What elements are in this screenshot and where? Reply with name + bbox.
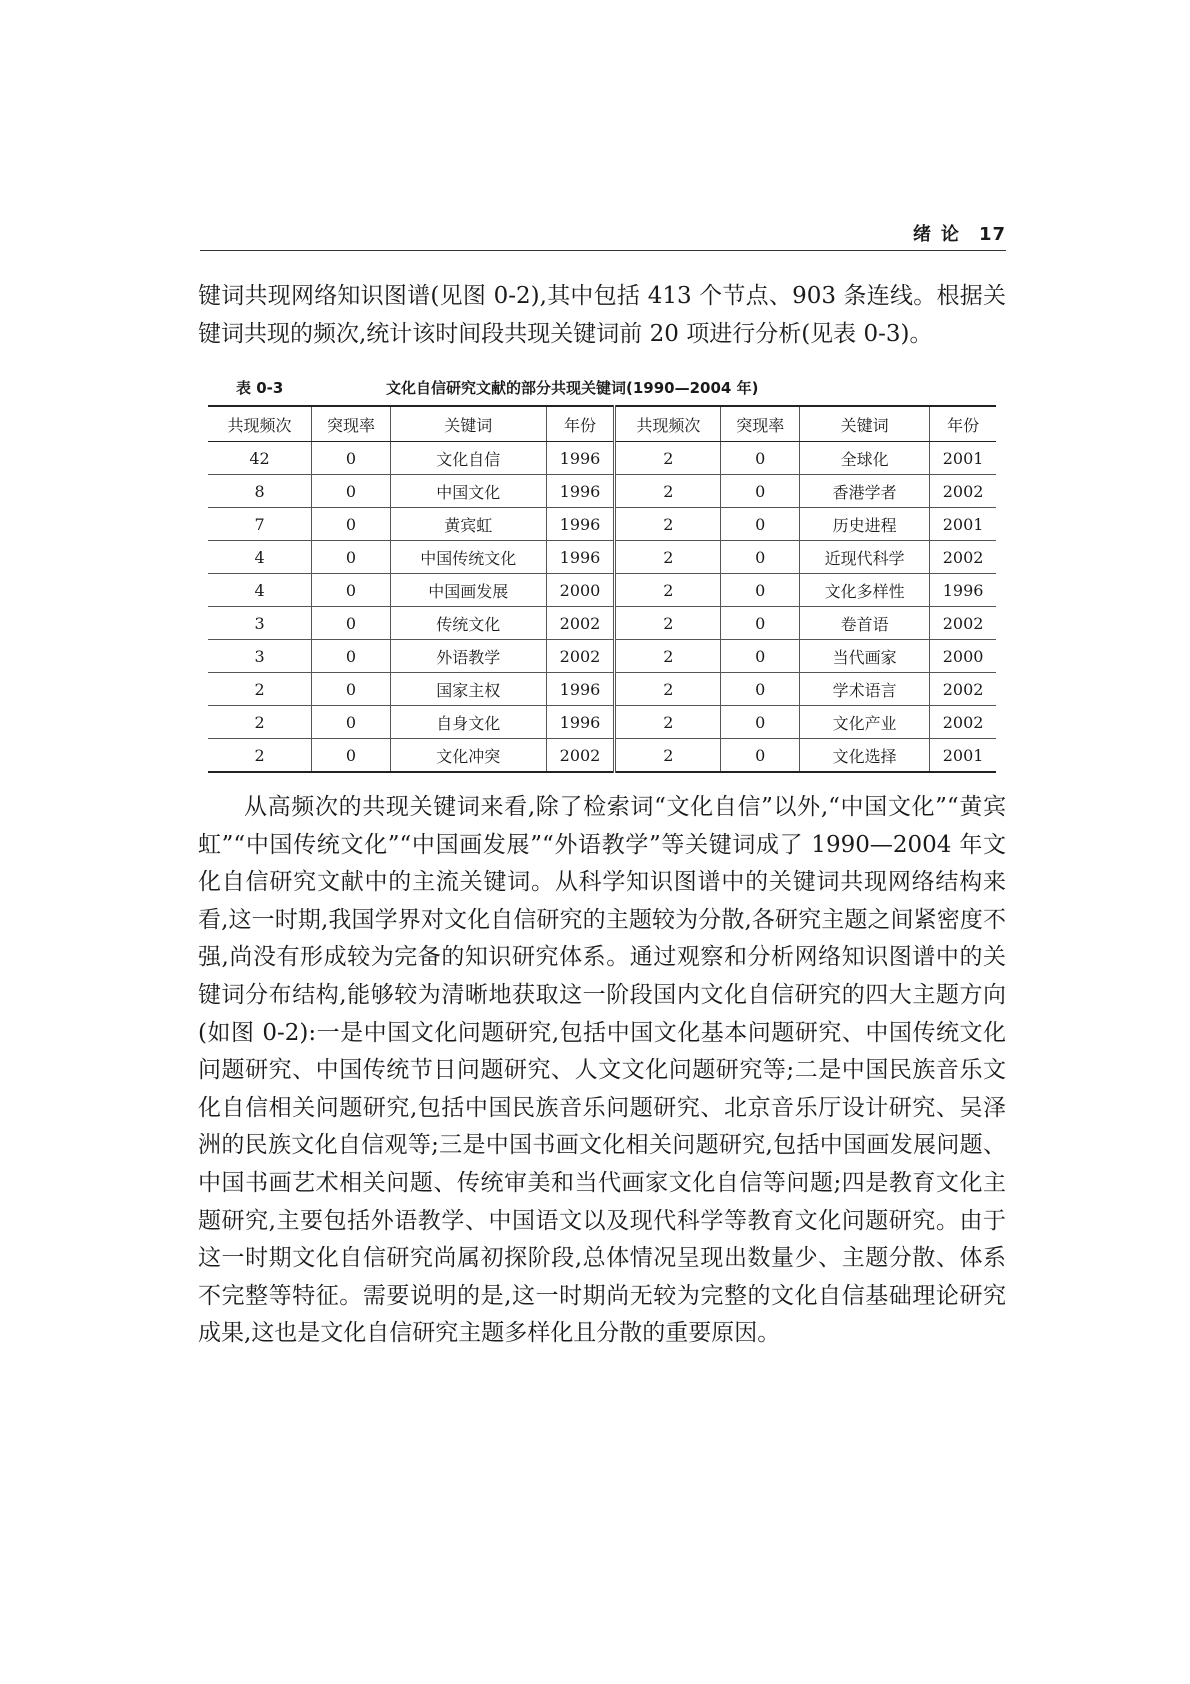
- table-cell: 0: [721, 475, 800, 508]
- table-cell: 黄宾虹: [390, 508, 546, 541]
- table-cell: 文化冲突: [390, 739, 546, 773]
- page-number: 17: [978, 224, 1006, 245]
- table-cell: 2: [615, 508, 721, 541]
- table-row: [208, 574, 996, 607]
- table-cell: 0: [312, 706, 391, 739]
- table-cell: 2: [615, 574, 721, 607]
- table-cell: 1996: [546, 673, 615, 706]
- table-cell: 0: [721, 739, 800, 773]
- table-cell: 42: [208, 442, 312, 475]
- table-row: [208, 706, 996, 739]
- table-cell: 2002: [930, 475, 996, 508]
- table-cell: 文化多样性: [800, 574, 930, 607]
- table-cell: 历史进程: [800, 508, 930, 541]
- table-cell: 2002: [930, 607, 996, 640]
- table-cell: 1996: [930, 574, 996, 607]
- table-cell: 2002: [930, 706, 996, 739]
- table-cell: 3: [208, 607, 312, 640]
- table-cell: 文化选择: [800, 739, 930, 773]
- table-cell: 4: [208, 541, 312, 574]
- table-cell: 近现代科学: [800, 541, 930, 574]
- paragraph-analysis: 从高频次的共现关键词来看,除了检索词“文化自信”以外,“中国文化”“黄宾虹”“中国传统文化”“中国画发展”“外语教学”等关键词成了 1990—2004 年文化自信研究文献中的主流关键词。从科学知识图谱中的关键词共现网络结构来看,这一时期,我国学界对文化自信研究的主题较为分散,各研究主题之间紧密度不强,尚没有形成较为完备的知识研究体系。通过观察和分析网络知识图谱中的关键词分布结构,能够较为清晰地获取这一阶段国内文化自信研究的四大主题方向(如图 0-2):一是中国文化问题研究,包括中国文化基本问题研究、中国传统文化问题研究、中国传统节日问题研究、人文文化问题研究等;二是中国民族音乐文化自信相关问题研究,包括中国民族音乐问题研究、北京音乐厅设计研究、吴泽洲的民族文化自信观等;三是中国书画文化相关问题研究,包括中国画发展问题、中国书画艺术相关问题、传统审美和当代画家文化自信等问题;四是教育文化主题研究,主要包括外语教学、中国语文以及现代科学等教育文化问题研究。由于这一时期文化自信研究尚属初探阶段,总体情况呈现出数量少、主题分散、体系不完整等特征。需要说明的是,这一时期尚无较为完整的文化自信基础理论研究成果,这也是文化自信研究主题多样化且分散的重要原因。: [198, 794, 1006, 1347]
- header-cell: 年份: [546, 406, 615, 442]
- table-cell: 0: [721, 640, 800, 673]
- table-cell: 2000: [546, 574, 615, 607]
- table-cell: 1996: [546, 541, 615, 574]
- table-cell: 0: [721, 541, 800, 574]
- table-cell: 0: [312, 541, 391, 574]
- table-cell: 0: [312, 574, 391, 607]
- running-header: [200, 218, 1006, 251]
- chapter-title: 绪论: [912, 224, 969, 245]
- header-cell: 关键词: [800, 406, 930, 442]
- header-cell: 突现率: [312, 406, 391, 442]
- table-cell: 全球化: [800, 442, 930, 475]
- table-cell: 国家主权: [390, 673, 546, 706]
- table-header-row: [208, 406, 996, 442]
- table-cell: 0: [721, 442, 800, 475]
- table-cell: 2: [615, 475, 721, 508]
- table-cell: 2: [615, 706, 721, 739]
- table-cell: 0: [312, 508, 391, 541]
- table-cell: 传统文化: [390, 607, 546, 640]
- table-cell: 卷首语: [800, 607, 930, 640]
- table-cell: 文化产业: [800, 706, 930, 739]
- table-cell: 2: [615, 673, 721, 706]
- table-cell: 0: [312, 739, 391, 773]
- table-cell: 文化自信: [390, 442, 546, 475]
- table-row: [208, 508, 996, 541]
- table-cell: 0: [312, 640, 391, 673]
- table-title: 文化自信研究文献的部分共现关键词(1990—2004 年): [386, 379, 759, 397]
- table-cell: 当代画家: [800, 640, 930, 673]
- table-row: [208, 541, 996, 574]
- table-cell: 0: [312, 442, 391, 475]
- table-cell: 3: [208, 640, 312, 673]
- table-cell: 2: [615, 442, 721, 475]
- table-cell: 0: [312, 607, 391, 640]
- header-cell: 突现率: [721, 406, 800, 442]
- table-cell: 2001: [930, 739, 996, 773]
- table-cell: 0: [721, 607, 800, 640]
- table-cell: 1996: [546, 442, 615, 475]
- header-cell: 共现频次: [615, 406, 721, 442]
- table-row: [208, 442, 996, 475]
- table-row: [208, 640, 996, 673]
- table-cell: 2: [615, 541, 721, 574]
- table-cell: 2002: [546, 640, 615, 673]
- table-cell: 学术语言: [800, 673, 930, 706]
- table-cell: 2: [208, 706, 312, 739]
- paragraph-intro: 键词共现网络知识图谱(见图 0-2),其中包括 413 个节点、903 条连线。根据关键词共现的频次,统计该时间段共现关键词前 20 项进行分析(见表 0-3)。: [198, 283, 1006, 347]
- header-cell: 关键词: [390, 406, 546, 442]
- table-cell: 2: [615, 739, 721, 773]
- table-cell: 2002: [930, 673, 996, 706]
- table-cell: 0: [312, 673, 391, 706]
- table-cell: 外语教学: [390, 640, 546, 673]
- header-cell: 年份: [930, 406, 996, 442]
- table-cell: 2: [615, 607, 721, 640]
- table-cell: 4: [208, 574, 312, 607]
- table-body: [208, 442, 996, 773]
- table-cell: 0: [721, 673, 800, 706]
- table-cell: 0: [721, 574, 800, 607]
- table-number: 表 0-3: [236, 379, 284, 397]
- table-cell: 2000: [930, 640, 996, 673]
- table-row: [208, 475, 996, 508]
- table-cell: 0: [312, 475, 391, 508]
- table-cell: 8: [208, 475, 312, 508]
- keyword-table: [208, 405, 996, 773]
- table-cell: 2: [615, 640, 721, 673]
- table-cell: 2: [208, 673, 312, 706]
- table-cell: 2002: [546, 607, 615, 640]
- table-cell: 1996: [546, 508, 615, 541]
- header-right: [913, 220, 1006, 246]
- table-cell: 中国文化: [390, 475, 546, 508]
- table-cell: 0: [721, 508, 800, 541]
- table-cell: 香港学者: [800, 475, 930, 508]
- table-cell: 自身文化: [390, 706, 546, 739]
- table-row: [208, 607, 996, 640]
- table-cell: 中国画发展: [390, 574, 546, 607]
- table-cell: 7: [208, 508, 312, 541]
- table-row: [208, 739, 996, 773]
- table-cell: 1996: [546, 475, 615, 508]
- table-cell: 1996: [546, 706, 615, 739]
- table-cell: 2002: [930, 541, 996, 574]
- header-cell: 共现频次: [208, 406, 312, 442]
- table-cell: 中国传统文化: [390, 541, 546, 574]
- table-cell: 2001: [930, 442, 996, 475]
- table-cell: 2: [208, 739, 312, 773]
- table-cell: 0: [721, 706, 800, 739]
- table-cell: 2001: [930, 508, 996, 541]
- table-row: [208, 673, 996, 706]
- table-cell: 2002: [546, 739, 615, 773]
